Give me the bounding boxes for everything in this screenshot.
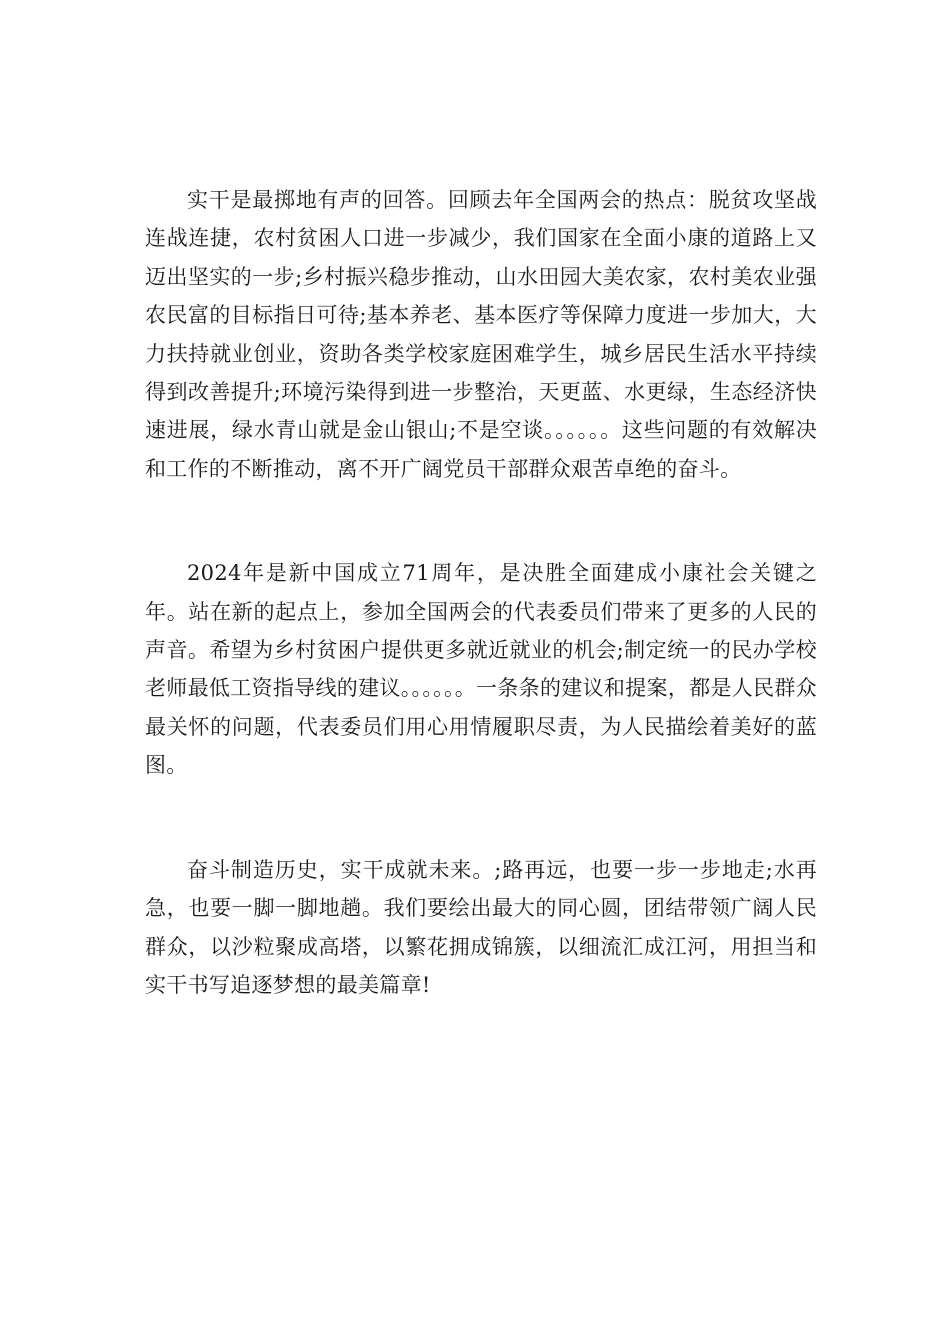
paragraph-1: 实干是最掷地有声的回答。回顾去年全国两会的热点：脱贫攻坚战连战连捷，农村贫困人口进一步减少，我们国家在全面小康的道路上又迈出坚实的一步;乡村振兴稳步推动，山水田园大美农家，农村美农业强农民富的目标指日可待;基本养老、基本医疗等保障力度进一步加大，大力扶持就业创业，资助各类学校家庭困难学生，城乡居民生活水平持续得到改善提升;环境污染得到进一步整治，天更蓝、水更绿，生态经济快速进展，绿水青山就是金山银山;不是空谈。。。。。。这些问题的有效解决和工作的不断推动，离不开广阔党员干部群众艰苦卓绝的奋斗。 <box>145 188 817 481</box>
document-body <box>145 181 817 1004</box>
paragraph-2: 2024年是新中国成立71周年，是决胜全面建成小康社会关键之年。站在新的起点上，参加全国两会的代表委员们带来了更多的人民的声音。希望为乡村贫困户提供更多就近就业的机会;制定统一的民办学校老师最低工资指导线的建议。。。。。。一条条的建议和提案，都是人民群众最关怀的问题，代表委员们用心用情履职尽责，为人民描绘着美好的蓝图。 <box>145 561 817 778</box>
paragraph-3: 奋斗制造历史，实干成就未来。;路再远，也要一步一步地走;水再急，也要一脚一脚地趟。我们要绘出最大的同心圆，团结带领广阔人民群众，以沙粒聚成高塔，以繁花拥成锦簇，以细流汇成江河，用担当和实干书写追逐梦想的最美篇章! <box>145 857 817 997</box>
